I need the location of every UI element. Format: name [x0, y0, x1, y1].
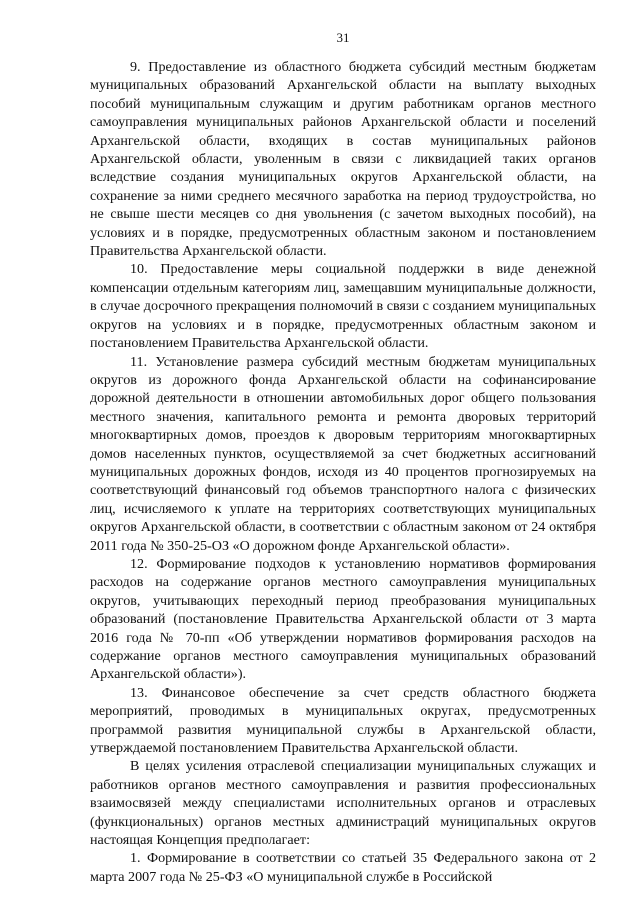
document-page: [90, 30, 596, 886]
paragraph-intro: В целях усиления отраслевой специализации муниципальных служащих и работников органов местного самоуправления и развития профессиональных взаимосвязей между специалистами исполнительных органов и отраслевых (функциональных) органов местных администраций муниципальных округов настоящая Концепция предполагает:: [90, 758, 596, 849]
paragraph-item-13: 13. Финансовое обеспечение за счет средств областного бюджета мероприятий, проводимых в муниципальных округах, предусмотренных программой развития муниципальной службы в Архангельской области, утверждаемой постановлением Правительства Архангельской области.: [90, 684, 596, 757]
paragraph-item-1: 1. Формирование в соответствии со статьей 35 Федерального закона от 2 марта 2007 года № 25-ФЗ «О муниципальной службе в Российской: [90, 850, 596, 885]
page-number: 31: [336, 30, 350, 45]
paragraph-item-11: 11. Установление размера субсидий местным бюджетам муниципальных округов из дорожного фонда Архангельской области на софинансирование дорожной деятельности в отношении автомобильных дорог общего пользования местного значения, капитального ремонта и ремонта дворовых территорий многоквартирных домов, проездов к дворовым территориям многоквартирных домов населенных пунктов, осуществляемой за счет бюджетных ассигнований муниципальных дорожных фондов, исходя из 40 процентов прогнозируемых на соответствующий финансовый год объемов транспортного налога с физических лиц, исчисляемого к уплате на территориях соответствующих муниципальных округов Архангельской области, в соответствии с областным законом от 24 октября 2011 года № 350-25-ОЗ «О дорожном фонде Архангельской области».: [90, 353, 596, 554]
paragraph-item-12: 12. Формирование подходов к установлению нормативов формирования расходов на содержание органов местного самоуправления муниципальных округов, учитывающих переходный период преобразования муниципальных образований (постановление Правительства Архангельской области от 3 марта 2016 года № 70-пп «Об утверждении нормативов формирования расходов на содержание органов местного самоуправления муниципальных образований Архангельской области»).: [90, 555, 596, 683]
paragraph-item-10: 10. Предоставление меры социальной поддержки в виде денежной компенсации отдельным категориям лиц, замещавшим муниципальные должности, в случае досрочного прекращения полномочий в связи с созданием муниципальных округов на условиях и в порядке, предусмотренных областным законом и постановлением Правительства Архангельской области.: [90, 261, 596, 352]
paragraph-item-9: 9. Предоставление из областного бюджета субсидий местным бюджетам муниципальных образований Архангельской области на выплату выходных пособий муниципальным служащим и другим работникам органов местного самоуправления муниципальных районов Архангельской области и поселений Архангельской области, входящих в состав муниципальных районов Архангельской области, уволенным в связи с ликвидацией таких органов вследствие создания муниципальных округов Архангельской области, на сохранение за ними среднего месячного заработка на период трудоустройства, но не свыше шести месяцев со дня увольнения (с зачетом выходных пособий), на условиях и в порядке, предусмотренных областным законом и постановлением Правительства Архангельской области.: [90, 59, 596, 260]
